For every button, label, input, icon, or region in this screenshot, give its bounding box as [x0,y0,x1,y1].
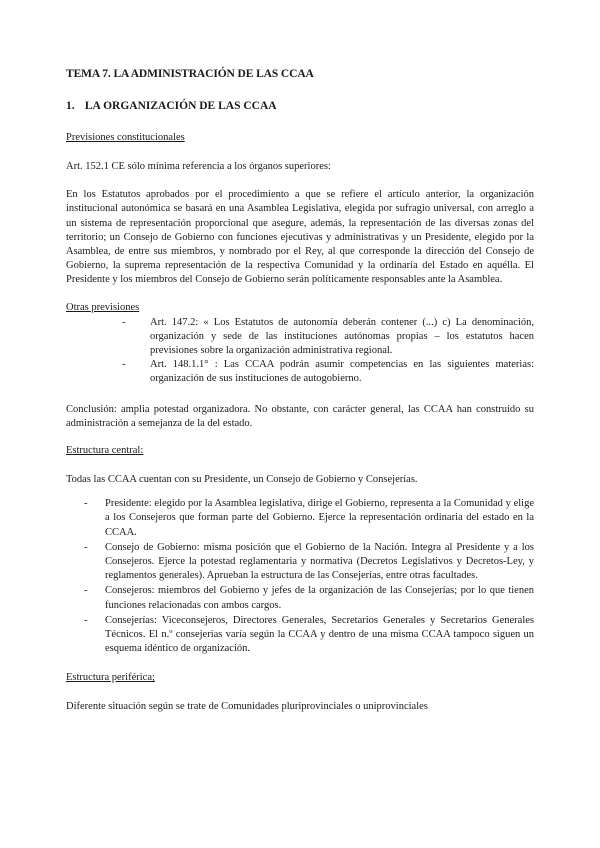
section-title: LA ORGANIZACIÓN DE LAS CCAA [84,100,277,112]
document-title: TEMA 7. LA ADMINISTRACIÓN DE LAS CCAA [66,68,314,80]
list-item-text: Consejerías: Viceconsejeros, Directores Generales, Secretarios Generales y Secretarios Generales Técnicos. El n.º consejerías varía según la CCAA y dentro de una misma CCAA tampoco siguen un esquema idéntico de organización. [105,614,534,655]
dash-marker: - [84,498,88,510]
list-item-text: Presidente: elegido por la Asamblea legislativa, dirige el Gobierno, representa a la Comunidad y elige a los Consejeros que forman parte del Gobierno. Ejerce la representación ordinaria del estado en la CCAA. [105,498,534,538]
previsiones-heading: Previsiones constitucionales [66,132,185,143]
dash-marker: - [84,585,88,597]
central-heading: Estructura central: [66,445,144,457]
dash-marker: - [84,614,88,626]
previsiones-body: En los Estatutos aprobados por el procedimiento a que se refiere el artículo anterior, la organización institucional autonómica se basará en una Asamblea Legislativa, elegida por sufragio universal, con arreglo a un sistema de representación proporcional que asegure, además, la representación de las diversas zonas del territorio; un Consejo de Gobierno con funciones ejecutivas y administrativas y un Presidente, elegido por la Asamblea, de entre sus miembros, y nombrado por el Rey, al que corresponde la dirección del Consejo de Gobierno, la suprema representación de la respectiva Comunidad y la ordinaria del Estado en aquélla. El Presidente y los miembros del Consejo de Gobierno serán políticamente responsables ante la Asamblea. [66,189,534,286]
central-intro: Todas las CCAA cuentan con su Presidente, un Consejo de Gobierno y Consejerías. [66,474,418,486]
dash-marker: - [122,359,126,371]
list-item [84,614,534,657]
list-item [84,584,534,612]
list-item [84,497,534,540]
list-item [122,316,534,359]
list-item-text: Consejeros: miembros del Gobierno y jefes de la organización de las Consejerías; por lo que tienen funciones relacionadas con ambos cargos. [105,585,534,611]
dash-marker: - [84,541,88,553]
section-number: 1. [66,100,75,112]
conclusion-paragraph: Conclusión: amplia potestad organizadora. No obstante, con carácter general, las CCAA han construido su administración a semejanza de la del estado. [66,403,534,429]
list-item-text: Art. 148.1.1° : Las CCAA podrán asumir competencias en las siguientes materias: organización de sus instituciones de autogobierno. [150,359,534,385]
previsiones-intro: Art. 152.1 CE sólo mínima referencia a los órganos superiores: [66,161,331,172]
list-item-text: Art. 147.2: « Los Estatutos de autonomía deberán contener (...) c) La denominación, organización y sede de las instituciones autónomas propias – los estatutos hacen previsiones sobre la organización administrativa regional. [150,316,534,357]
list-item [84,541,534,584]
central-list [84,497,534,656]
list-item [122,358,534,386]
periferica-text: Diferente situación según se trate de Comunidades pluriprovinciales o uniprovinciales [66,701,428,713]
section-heading [66,100,534,112]
list-item-text: Consejo de Gobierno: misma posición que el Gobierno de la Nación. Integra al Presidente y a los Consejeros. Ejerce la potestad reglamentaria y normativa (Decretos Legislativos y Decretos-Ley, y reglamentos generales). Aprueban la estructura de las Consejerías, entre otras facultades. [105,541,534,582]
periferica-heading: Estructura periférica; [66,672,155,684]
otras-heading: Otras previsiones [66,301,140,313]
otras-list [122,316,534,387]
dash-marker: - [122,316,126,328]
